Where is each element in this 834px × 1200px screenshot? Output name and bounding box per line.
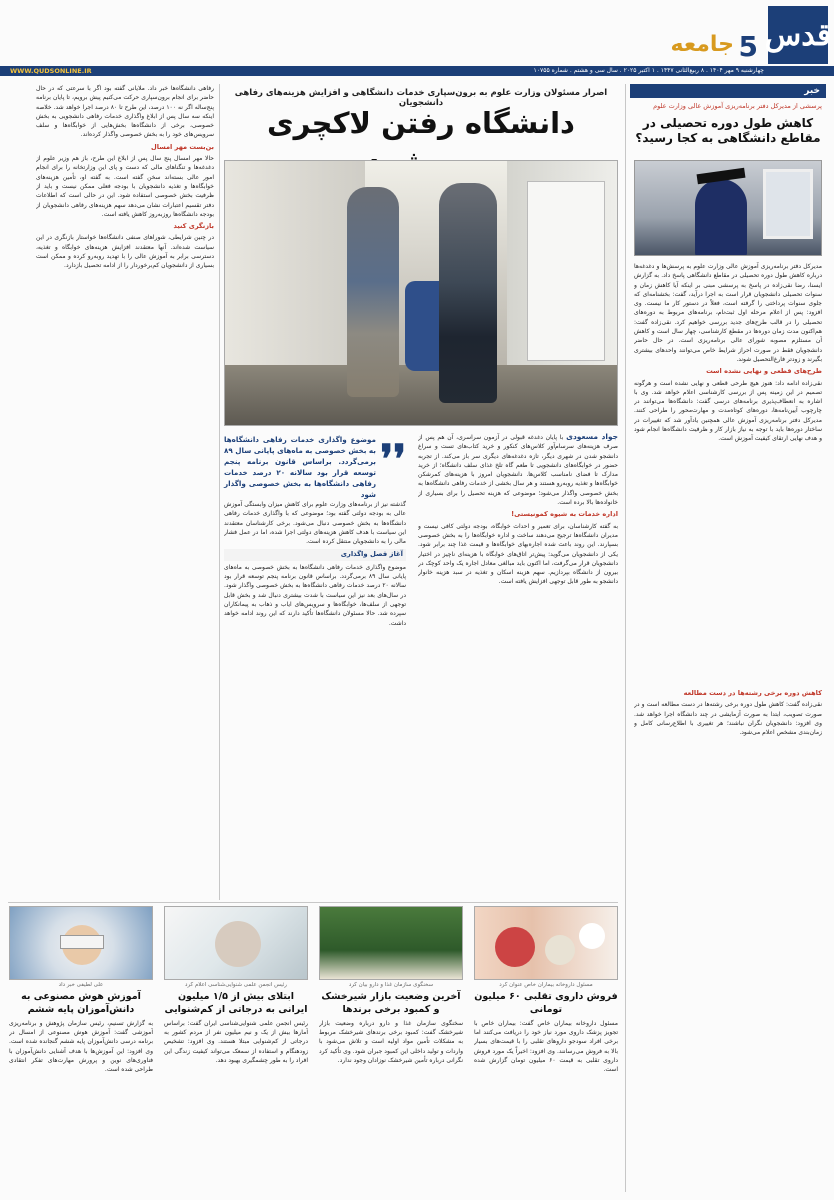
left-subhead-2: بازنگری کنید xyxy=(173,222,214,231)
news-subhead-2: کاهش دوره برخی رشته‌ها در دست مطالعه xyxy=(683,689,822,697)
vr-headset-icon xyxy=(60,935,104,949)
story-body: رئیس انجمن علمی شنوایی‌شناسی ایران گفت: براساس آمارها بیش از یک و نیم میلیون نفر از مردم کشور به درجاتی از کم‌شنوایی مبتلا هستند. وی افزود: تشخیص زودهنگام و استفاده از سمعک می‌تواند کیفیت زندگی این افراد را به طور چشمگیری بهبود دهد. xyxy=(164,1020,308,1064)
column-divider xyxy=(625,84,626,1192)
pill-icon-3 xyxy=(579,923,605,949)
story-ai-education xyxy=(9,906,153,1192)
left-column xyxy=(36,84,214,900)
middle-body-2: موضوع واگذاری خدمات رفاهی دانشگاه‌ها به بخش خصوصی به ماه‌های پایانی سال ۸۹ برمی‌گردد. براساس قانون برنامه پنجم توسعه قرار بود سالانه ۲۰ درصد خدمات رفاهی دانشگاه‌ها به بخش خصوصی واگذار شود. در سال‌های بعد نیز این سیاست با شدت بیشتری دنبال شد و بخش قابل توجهی از سلف‌ها، خوابگاه‌ها و سرویس‌های ایاب و ذهاب به پیمانکاران سپرده شد. حالا مسئولان دانشگاه‌ها تأکید دارند که این روند ادامه خواهد داشت. xyxy=(224,563,406,627)
graduate-photo xyxy=(634,160,822,256)
story-headline[interactable]: ابتلای بیش از ۱/۵ میلیون ایرانی به درجاتی از کم‌شنوایی xyxy=(164,991,308,1015)
story-headline[interactable]: فروش داروی تقلبی ۶۰ میلیون تومانی xyxy=(474,991,618,1015)
pills-photo xyxy=(474,906,618,980)
news-body-text: مدیرکل دفتر برنامه‌ریزی آموزش عالی وزارت علوم به پرسش‌ها و دغدغه‌ها درباره کاهش طول دوره تحصیلی در مقاطع دانشگاهی پاسخ داد. به گزارش ایسنا، رضا نقی‌زاده در پاسخ به پرسشی مبنی بر اینکه آیا کاهش زمان و سنوات تحصیلی دانشجویان قرار است به اجرا درآید، گفت: بخشنامه‌ای که جلوی سنوات پرداختی را گرفته است، فعلاً در دستور کار ما نیست. وی افزود: پس از اعلام مرحله اول ثبت‌نام، برنامه‌های مربوط به دوره‌های تحصیلی را در قالب طرح‌های جدید بررسی خواهیم کرد. نقی‌زاده گفت: هم‌اکنون مدت زمان دوره‌ها در مقطع کارشناسی، چهار سال است و کاهش آن مستلزم مصوبه شورای عالی برنامه‌ریزی است. در حال حاضر دانشجویان فقط در صورت احراز شرایط خاص می‌توانند واحدهای بیشتری بگیرند و زودتر فارغ‌التحصیل شوند. xyxy=(634,263,822,363)
middle-column xyxy=(224,500,406,900)
story-body: سخنگوی سازمان غذا و دارو درباره وضعیت بازار شیرخشک گفت: کمبود برخی برندهای شیرخشک مربوط به مشکلات تأمین مواد اولیه است و تلاش می‌شود با واردات و تولید داخلی این کمبود جبران شود. وی تأکید کرد نگرانی درباره تأمین شیرخشک نوزادان وجود ندارد. xyxy=(319,1020,463,1064)
newspaper-logo[interactable]: قدس xyxy=(768,6,828,64)
article-body-2: به گفته کارشناسان، برای تعمیر و احداث خوابگاه، بودجه دولتی کافی نیست و مدیران دانشگاه‌ها ترجیح می‌دهند ساخت و اداره خوابگاه‌ها را به بخش خصوصی بسپارند. این روند باعث شده اجاره‌بهای خوابگاه‌ها و قیمت غذا چند برابر شود. یکی از دانشجویان می‌گوید: پیش‌تر اتاق‌های خوابگاه با هزینه‌ای ناچیز در اختیار دانشجویان قرار می‌گرفت، اما اکنون باید مبالغی معادل اجاره یک واحد کوچک در بیرون از دانشگاه بپردازیم. سهم هزینه اسکان و تغذیه در سبد هزینه خانوار دانشجو به طور قابل توجهی افزایش یافته است. xyxy=(418,522,618,586)
main-supertitle: اصرار مسئولان وزارت علوم به برون‌سپاری خدمات دانشگاهی و افزایش هزینه‌های رفاهی دانشجویان xyxy=(234,88,608,108)
quote-mark-icon: ❜❜ xyxy=(380,436,406,483)
main-photo xyxy=(224,160,618,426)
window-shape xyxy=(763,169,813,239)
story-caption: سخنگوی سازمان غذا و دارو بیان کرد xyxy=(348,982,434,988)
main-headline[interactable]: دانشگاه رفتن لاکچری xyxy=(267,106,575,140)
news-body xyxy=(634,262,822,682)
author-column xyxy=(418,432,618,900)
vr-student-photo xyxy=(9,906,153,980)
bottom-stories xyxy=(8,906,618,1192)
author-name[interactable]: جواد مسعودی xyxy=(566,432,618,441)
news-body-continued xyxy=(634,686,822,1186)
news-body-text-3: نقی‌زاده گفت: کاهش طول دوره برخی رشته‌ها در دست مطالعه است و در صورت تصویب، ابتدا به صورت آزمایشی در چند دانشگاه اجرا خواهد شد. وی افزود: دانشجویان نگران نباشند؛ هر تغییری با اطلاع‌رسانی کامل و زمان‌بندی مشخص اعلام می‌شود. xyxy=(634,701,822,737)
pull-quote-text: موضوع واگذاری خدمات رفاهی دانشگاه‌ها به بخش خصوصی به ماه‌های پایانی سال ۸۹ برمی‌گردد. براساس قانون برنامه پنجم توسعه قرار بود سالانه ۲۰ درصد خدمات رفاهی دانشگاه‌ها به بخش خصوصی واگذار شود xyxy=(224,435,376,499)
left-subhead: بن‌بست مهر امسال xyxy=(151,142,214,151)
pull-quote xyxy=(224,432,406,499)
pill-icon xyxy=(495,927,535,967)
story-headline[interactable]: آموزش هوش مصنوعی به دانش‌آموزان پایه ششم xyxy=(21,991,141,1015)
story-counterfeit-drug xyxy=(474,906,618,1192)
story-caption: رئیس انجمن علمی شنوایی‌شناسی اعلام کرد xyxy=(185,982,287,988)
story-hearing-loss xyxy=(164,906,308,1192)
news-body-text-2: نقی‌زاده ادامه داد: هنوز هیچ طرحی قطعی و نهایی نشده است و هرگونه تصمیم در این زمینه پس از بررسی کارشناسی اعلام خواهد شد. وی با اشاره به انعطاف‌پذیری برنامه‌های درسی گفت: دانشگاه‌ها می‌توانند در چارچوب آیین‌نامه‌ها، دوره‌های کوتاه‌مدت و مهارت‌محور را طراحی کنند. مدیرکل دفتر برنامه‌ریزی آموزش عالی همچنین یادآور شد که تغییرات در ساختار دوره‌ها باید با توجه به نیاز بازار کار و ظرفیت دانشگاه‌ها انجام شود و هدف نهایی ارتقای کیفیت آموزش است. xyxy=(634,379,822,443)
story-caption: علی لطیفی خبر داد xyxy=(58,982,104,988)
page-number: 5 xyxy=(738,30,758,63)
news-title[interactable]: کاهش طول دوره تحصیلی در مقاطع دانشگاهی به کجا رسید؟ xyxy=(635,116,821,145)
story-body: به گزارش تسنیم، رئیس سازمان پژوهش و برنامه‌ریزی آموزشی گفت: آموزش هوش مصنوعی از امسال در برنامه درسی دانش‌آموزان پایه ششم گنجانده شده است. وی افزود: این آموزش‌ها با هدف آشنایی دانش‌آموزان با فناوری‌های نوین و پرورش مهارت‌های تفکر انتقادی طراحی شده است. xyxy=(9,1020,153,1074)
right-news-column xyxy=(630,84,826,1192)
news-kicker: پرسشی از مدیرکل دفتر برنامه‌ریزی آموزش عالی وزارت علوم xyxy=(653,102,822,110)
article-body: با پایان دغدغه قبولی در آزمون سراسری، آن هم پس از صرف هزینه‌های سرسام‌آور کلاس‌های کنکور و خرید کتاب‌های تست و سراغ دانشجو شدن در شهری دیگر، تازه دغدغه‌های دیگری سر باز می‌کند. از تجربه حضور در خوابگاه‌های دانشجویی تا طعم گاه تلخ غذای سلف دانشگاه؛ از خرید مدارک تا فضای نامناسب کلاس‌ها. دانشجویان امروز با هزینه‌های کمرشکن خوابگاه‌ها و تغذیه روبه‌رو هستند و هر سال بخشی از خدمات رفاهی دانشگاه‌ها به بخش خصوصی واگذار می‌شود؛ موضوعی که هزینه تحصیل را برای بسیاری از خانواده‌ها بالا برده است. xyxy=(418,434,618,507)
section-title: جامعه xyxy=(670,32,734,57)
refrigerator xyxy=(527,181,605,361)
pill-icon-2 xyxy=(545,935,575,965)
column-divider-2 xyxy=(219,84,220,900)
graduate-figure xyxy=(695,179,747,256)
date-line: چهارشنبه ۹ مهر ۱۴۰۴ . ۸ ربیع‌الثانی ۱۴۴۷ . ۱ اکتبر ۲۰۲۵ . سال سی و هشتم . شماره ۱۰۷۵۵ xyxy=(533,67,764,74)
story-caption: مسئول داروخانه بیماران خاص عنوان کرد xyxy=(499,982,593,988)
website-link[interactable]: WWW.QUDSONLINE.IR xyxy=(10,67,92,75)
article-subhead: اداره خدمات به شیوه کمونیستی! xyxy=(511,510,618,519)
pharmacy-photo xyxy=(319,906,463,980)
student-figure xyxy=(347,187,399,397)
middle-subhead: آغاز فصل واگذاری xyxy=(224,549,406,560)
story-body: مسئول داروخانه بیماران خاص گفت: بیماران خاص با تجویز پزشک داروی مورد نیاز خود را دریافت می‌کنند اما برخی افراد سودجو داروهای تقلبی را با قیمت‌های بسیار بالا به فروش می‌رسانند. وی افزود: اخیراً یک مورد فروش داروی تقلبی به قیمت ۶۰ میلیون تومان گزارش شده است. xyxy=(474,1020,618,1074)
hearing-aid-photo xyxy=(164,906,308,980)
masthead xyxy=(0,0,834,86)
ear-icon xyxy=(215,921,261,967)
row-divider xyxy=(8,902,618,903)
news-tag: خبر xyxy=(630,84,826,98)
left-body: رفاهی دانشگاه‌ها خبر داد. ملایانی گفته بود اگر با سرعتی که در حال حاضر برای انجام برون‌سپاری حرکت می‌کنیم پیش برویم، تا پایان برنامه پنج‌ساله اگر نه ۱۰۰ درصد، این طرح تا ۸۰ درصد اجرا خواهد شد. خلاصه اینکه سه سال پس از ابلاغ واگذاری خدمات رفاهی دانشجویی به بخش خصوصی، برخی از دانشگاه‌ها بخش‌هایی از خوابگاه‌ها و سلف سرویس‌های خود را به بخش خصوصی واگذار کرده‌اند. xyxy=(36,85,214,139)
student-figure-2 xyxy=(439,183,497,403)
left-body-2: حالا مهر امسال پنج سال پس از ابلاغ این طرح، باز هم وزیر علوم از دغدغه‌ها و تنگناهای مالی که دست و پای این وزارتخانه را برای انجام امور عالی بسته‌اند سخن گفته است. به گفته او، تأمین هزینه‌های خوابگاه‌ها و تغذیه دانشجویان با بودجه فعلی ممکن نیست و باید از ظرفیت بخش خصوصی استفاده شود. این در حالی است که اطلاعات دفتر تقسیم اعتبارات نشان می‌دهد سهم هزینه‌های رفاهی دانشجویان از بودجه دانشگاه‌ها روزبه‌روز کاهش یافته است. xyxy=(36,155,214,218)
middle-body: گذشته نیز از برنامه‌های وزارت علوم برای کاهش میزان وابستگی آموزش عالی به بودجه دولتی گفته بود؛ موضوعی که با واگذاری خدمات رفاهی دانشگاه‌ها به بخش خصوصی دنبال می‌شود. برخی کارشناسان معتقدند این سیاست با هدف کاهش هزینه‌های دولتی اجرا شده، اما در عمل فشار مالی را به دانشجویان منتقل کرده است. xyxy=(224,501,406,546)
news-subhead: طرح‌های قطعی و نهایی نشده است xyxy=(706,367,822,376)
left-body-3: در چنین شرایطی، شوراهای صنفی دانشگاه‌ها خواستار بازنگری در این سیاست شده‌اند. آنها معتقدند افزایش هزینه‌های خوابگاه و تغذیه، دسترسی برابر به آموزش عالی را با تهدید روبه‌رو کرده و ممکن است بسیاری از دانشجویان کم‌برخوردار را از ادامه تحصیل بازدارد. xyxy=(36,234,214,270)
story-headline[interactable]: آخرین وضعیت بازار شیرخشک و کمبود برخی برندها xyxy=(321,991,461,1015)
floor xyxy=(225,365,618,425)
story-infant-formula xyxy=(319,906,463,1192)
